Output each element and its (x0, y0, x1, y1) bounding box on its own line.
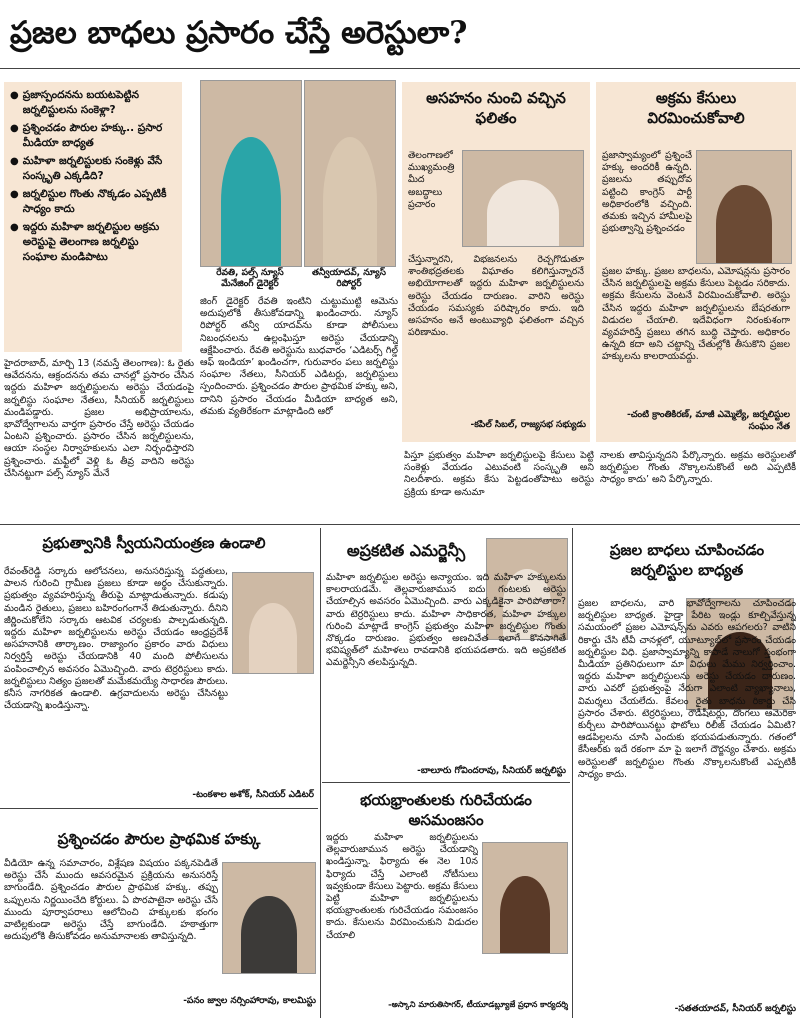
main-story-col3: పిస్తూ ప్రభుత్వం మహిళా జర్నలిస్టులపై కేసులు పెట్టి సంకెళ్లు వేయడం ఎటువంటి సంస్కృతి అని నిలదీశారు. అక్రమ కేసు పెట్టడంతోపాటు అరెస్టు ప్రక్రియ కూడా అనుమా (404, 450, 594, 498)
bullet-item: ● ఇద్దరు మహిళా జర్నలిస్టుల అక్రమ అరెస్టుపై తెలంగాణ జర్నలిస్టు సంఘాల మండిపాటు (10, 221, 160, 263)
article-credit: -బాలూరు గోవిందరావు, సీనియర్ జర్నలిస్టు (417, 766, 566, 776)
article-credit: -పనం జ్వాల నర్సింహారావు, కాలమిస్టు (183, 996, 316, 1006)
article-title: ప్రభుత్వానికి స్వీయనియంత్రణ ఉండాలి (42, 534, 266, 552)
box-text-wrap: ప్రజాస్వామ్యంలో ప్రశ్నించే హక్కు అందరికీ ఉన్నది. ప్రజలను తప్పుదోవ పట్టించి కాంగ్రెస్ పార్టీ అధికారంలోకి వచ్చింది. తమకు ఇచ్చిన హామీలపై ప్రభుత్వాన్ని ప్రశ్నించడం (602, 150, 692, 235)
box-kapil-sibal (402, 82, 590, 442)
box-title: అసహనం నుంచి వచ్చిన ఫలితం (426, 89, 566, 127)
article-credit: -అస్కాని మారుతిసాగర్, టీయూడబ్ల్యూజే ప్రధాన కార్యదర్శి (388, 1000, 568, 1009)
main-story-col2: జింగ్ డైరెక్టర్ రేవతి ఇంటిని చుట్టుముట్టి ఆమెను అదుపులోకి తీసుకోవడాన్ని ఖండించారు. న్యూస్ రిపోర్టర్ తన్వీ యాదవ్‌ను కూడా పోలీసులు నిబంధనలను ఉల్లంఘిస్తూ అరెస్టు చేయడాన్ని ఆక్షేపించారు. రేవతి అరెస్టును బుధవారం ‘ఎడిటర్స్ గిల్డ్ ఆఫ్ ఇండియా’ ఖండించగా, గురువారం పలు జర్నలిస్టు సంఘాల నేతలు, సీనియర్ ఎడిటర్లు, జర్నలిస్టులు స్పందించారు. ప్రశ్నించడం పౌరుల ప్రాథమిక హక్కు అని, దానిని ప్రసారం చేయడం మీడియా బాధ్యత అని, తమకు వ్యతిరేకంగా మాట్లాడింది ఆరో (200, 296, 398, 417)
bullet-item: ● ప్రజాస్పందనను బయటపెట్టిన జర్నలిస్టులను సంకెళ్లా? (10, 89, 139, 116)
jwala-narasimharao-photo (222, 862, 316, 974)
article-title: ప్రజల బాధలు చూపించడం జర్నలిస్టుల బాధ్యత (609, 541, 765, 579)
bullet-box (4, 82, 182, 352)
article-text: ఇద్దరు మహిళా జర్నలిస్టులను తెల్లవారుజామున అరెస్టు చేయడాన్ని ఖండిస్తున్నా. ఫిర్యాదు ఈ నెల 10న ఫిర్యాదు చేస్తే ఎలాంటి నోటీసులు ఇవ్వకుండా కేసులు పెట్టారు. అక్రమ కేసులు పెట్టి మహిళా జర్నలిస్టులను భయభ్రాంతులకు గురిచేయడం సమంజసం కాదు. కేసులను విరమించుకుని విడుదల చేయాలి (326, 832, 478, 941)
divider (0, 68, 800, 69)
revathi-caption: రేవతి, పల్స్ న్యూస్ మేనేజింగ్ డైరెక్టర్ (216, 268, 284, 289)
box-title: అక్రమ కేసులు విరమించుకోవాలి (647, 89, 745, 127)
divider (320, 528, 321, 1018)
article-credit: -సతతయాదవ్, సీనియర్ జర్నలిస్టు (674, 1004, 796, 1014)
divider (322, 782, 570, 783)
article-text: రేవంత్‌రెడ్డి సర్కారు ఆలోచనలు, అనుసరిస్తున్న పద్ధతులు, పాలన గురించి గ్రామీణ ప్రజలు కూడా అర్థం చేసుకున్నారు. ప్రభుత్వం వ్యవహరిస్తున్న తీరుపై మాట్లాడుతున్నారు. కడుపు మండిన రైతులు, ప్రజలు బహిరంగంగానే తిడుతున్నారు. దీనిని జీర్ణించుకోలేని సర్కారు ఆటవిక చర్యలకు పాల్పడుతున్నది. ఇద్దరు మహిళా జర్నలిస్టులను అరెస్టు చేయడం ఆంధ్రప్రదేశ్ అసహనానికి తార్కాణం. రాజ్యాంగం ప్రకారం వారు విధులు నిర్వర్తిస్తే అరెస్టు చేయడానికి 40 మంది పోలీసులను పంపించాల్సిన అవసరం ఏమొచ్చింది. వారు టెర్రరిస్టులు కాదు. జర్నలిస్టులు నిత్యం ప్రజలతో మమేకమయ్యే సాధారణ పౌరులు. కనీస నాగరికత ఉండాలి. ఉగ్రవాదులను అరెస్టు చేసినట్టు చేయడాన్ని ఖండిస్తున్నా. (4, 566, 228, 712)
box-credit: -కపిల్ సిబల్, రాజ్యసభ సభ్యుడు (470, 420, 586, 430)
article-text: వీడియో ఉన్న సమాచారం, విశ్లేషణ విషయం పక్కనపెడితే అరెస్టు చేసే ముందు ఆవసరమైన ప్రక్రియను అనుసరిస్తే బాగుండేది. ప్రశ్నించడం పౌరుల ప్రాథమిక హక్కు. తప్పు ఒప్పులను నిర్ణయించేది కోర్టులు. ఏ పొరపాటైనా అరెస్టు చేసే ముందు పూర్వాపరాలు ఆలోచించి హక్కులకు భంగం వాటిల్లకుండా అరెస్టు చేస్తే బాగుండేది. హఠాత్తుగా అదుపులోకి తీసుకోవడం అనుమానాలకు తావిస్తున్నది. (4, 858, 218, 943)
tanvi-photo (304, 80, 396, 267)
page-headline: ప్రజల బాధలు ప్రసారం చేస్తే అరెస్టులా? (10, 15, 468, 51)
article-text: ప్రజల బాధలను, వారి భావోద్వేగాలను చూపించడం జర్నలిస్టుల బాధ్యత. హైడ్రా పేరిట ఇండ్లు కూల్చివేస్తున్న సమయంలో ప్రజల ఎమోషన్స్‌ను ఎవరు ఆపగలరు? వాటిని రికార్డు చేసి టీవీ చానళ్లలో, యూట్యూబ్‌లో ప్రసారం చేయడం జర్నలిస్టుల విధి. ప్రజాస్వామ్యాన్ని కాపాడే నాలుగో స్తంభంగా మీడియా ప్రతినిధులుగా మా విధులు మేము నిర్వర్తించాం. ఇద్దరు మహిళా జర్నలిస్టులను అరెస్టు చేయడం దారుణం. వారు ఎవరో ప్రభుత్వంపై నేరుగా ఎలాంటి వ్యాఖ్యానాలు, విమర్శలు చేయలేదు. కేవలం రైతు బాధను రికార్డు చేసి ప్రసారం చేశారు. టెర్రరిస్టులు, రౌడీషీటర్లు, దొంగలు ఆమెరికా కుర్చీలు పారిపోయినట్టు ఫొటోలు రిలీజ్ చేయడం ఏమిటి? ఆడపిల్లలను చూసి ఎందుకు భయపడుతున్నారు. గతంలో కేసీఆర్‌కు ఇదే రకంగా మా పై ఇలాగే దౌర్జన్యం చేశారు. అక్రమ అరెస్టులతో జర్నలిస్టుల గొంతు నొక్కాలనుకొంటే ఎప్పటికీ సాధ్యం కాదు. (578, 598, 796, 780)
box-text: చేస్తున్నారని, విభజనలను రెచ్చగొడుతూ శాంతిభద్రతలకు విఘాతం కలిగిస్తున్నారనే అభియోగాలతో ఇద్దరు మహిళా జర్నలిస్టులను అరెస్టు చేయడం దారుణం. వారిని అరెస్టు చేయడం సమస్యకు పరిష్కారం కాదు. ఇది అసహనం అనే అంటువ్యాధి ఫలితంగా వచ్చిన పరిణామం. (408, 254, 584, 339)
box-text: ప్రజల హక్కు. ప్రజల బాధలను, ఎమోషన్లను ప్రసారం చేసిన జర్నలిస్టులపై అక్రమ కేసులు పెట్టడం సరికాదు. అక్రమ కేసులను వెంటనే విరమించుకోవాలి. అరెస్టు చేసిన ఇద్దరు మహిళా జర్నలిస్టులను బేషరతుగా విడుదల చేయాలి. ఇదేవిధంగా నిరంకుశంగా వ్యవహరిస్తే ప్రజలు తగిన బుద్ధి చెప్తారు. అధికారం ఉన్నది కదా అని చట్టాన్ని చేతుల్లోకి తీసుకొని ప్రజల హక్కులను కాలరాయవద్దు. (602, 266, 790, 363)
tankashala-ashok-photo (232, 572, 314, 674)
main-story-col1: హైదరాబాద్, మార్చి 13 (నమస్తే తెలంగాణ): ఓ రైతు ఆవేదనను, ఆక్రందనను తమ చానల్లో ప్రసారం చేసిన ఇద్దరు మహిళా జర్నలిస్టులను అరెస్టు చేయడంపై జర్నలిస్టు సంఘాల నేతలు, సీనియర్ జర్నలిస్టులు మండిపడ్డారు. ప్రజల అభిప్రాయాలను, భావోద్వేగాలను వార్తగా ప్రసారం చేస్తే అరెస్టు చేయడం ఏంటని ప్రశ్నించారు. ప్రసారం చేసిన జర్నలిస్టులను, ఆయా సంస్థల నిర్వాహకులను ఎలా నిర్బంధిస్తారని ప్రశ్నించారు. మఫ్టీలో వెళ్లి ఓ తీవ్ర వాదిని అరెస్టు చేసినట్టుగా పల్స్ న్యూస్ మేనే (4, 358, 194, 479)
divider (0, 808, 318, 809)
article-title: అప్రకటిత ఎమర్జెన్సీ (346, 541, 466, 560)
divider (572, 528, 573, 1018)
bullet-item: ● ప్రశ్నించడం పౌరుల హక్కు.. ప్రసార మీడియా బాధ్యత (10, 122, 163, 149)
bullet-item: ● జర్నలిస్టుల గొంతు నొక్కడం ఎప్పటికీ సాధ్యం కాదు (10, 188, 167, 215)
tanvi-caption: తన్వీయాదవ్, న్యూస్ రిపోర్టర్ (312, 268, 386, 289)
kapil-sibal-photo (462, 150, 584, 247)
article-text: మహిళా జర్నలిస్టుల అరెస్టు అన్యాయం. ఇది మహిళా హక్కులను కాలరాయడమే. తెల్లవారుజామున ఐదు గంటలకు అరెస్టు చేయాల్సిన అవసరం ఏమొచ్చింది. వారు ఎక్కడికైనా పారిపోతారా? వారు టెర్రరిస్టులు కాదు. మహిళా సాధికారత, మహిళా హక్కుల గురించి మాట్లాడే కాంగ్రెస్ ప్రభుత్వం మహిళా జర్నలిస్టుల గొంతు నొక్కడం దారుణం. ప్రభుత్వం అణచివేత ఇలాగే కొనసాగితే భవిష్యత్‌లో మహిళలు రావడానికి భయపడతారు. ఇది అప్రకటిత ఎమర్జెన్సీని తలపిస్తున్నది. (326, 572, 566, 669)
article-title: భయభ్రాంతులకు గురిచేయడం అసమంజసం (360, 791, 532, 829)
revathi-photo (200, 80, 302, 267)
maruthisagar-photo (482, 842, 568, 954)
divider (0, 524, 800, 525)
article-credit: -టంకశాల అశోక్, సీనియర్ ఎడిటర్ (192, 790, 314, 800)
box-credit: -చంటి క్రాంతికిరణ్, మాజీ ఎమ్మెల్యే, జర్నలిస్టుల సంఘం నేత (626, 410, 790, 432)
main-story-col4: నాలకు తావిస్తున్నదని పేర్కొన్నారు. అక్రమ అరెస్టులతో జర్నలిస్టుల గొంతు నొక్కాలనుకొంటే అది ఎప్పటికీ సాధ్యం కాదు’ అని పేర్కొన్నారు. (600, 450, 796, 486)
article-title: ప్రశ్నించడం పౌరుల ప్రాథమిక హక్కు (57, 830, 261, 848)
bullet-item: ● మహిళా జర్నలిస్టులకు సంకెళ్లు వేసే సంస్కృతి ఎక్కడిది? (10, 155, 163, 182)
box-text-wrap: తెలంగాణలో ముఖ్యమంత్రి మీద అబద్ధాలు ప్రచారం (408, 150, 455, 210)
kranthi-kiran-photo (696, 150, 792, 264)
box-kranthi-kiran (596, 82, 796, 442)
